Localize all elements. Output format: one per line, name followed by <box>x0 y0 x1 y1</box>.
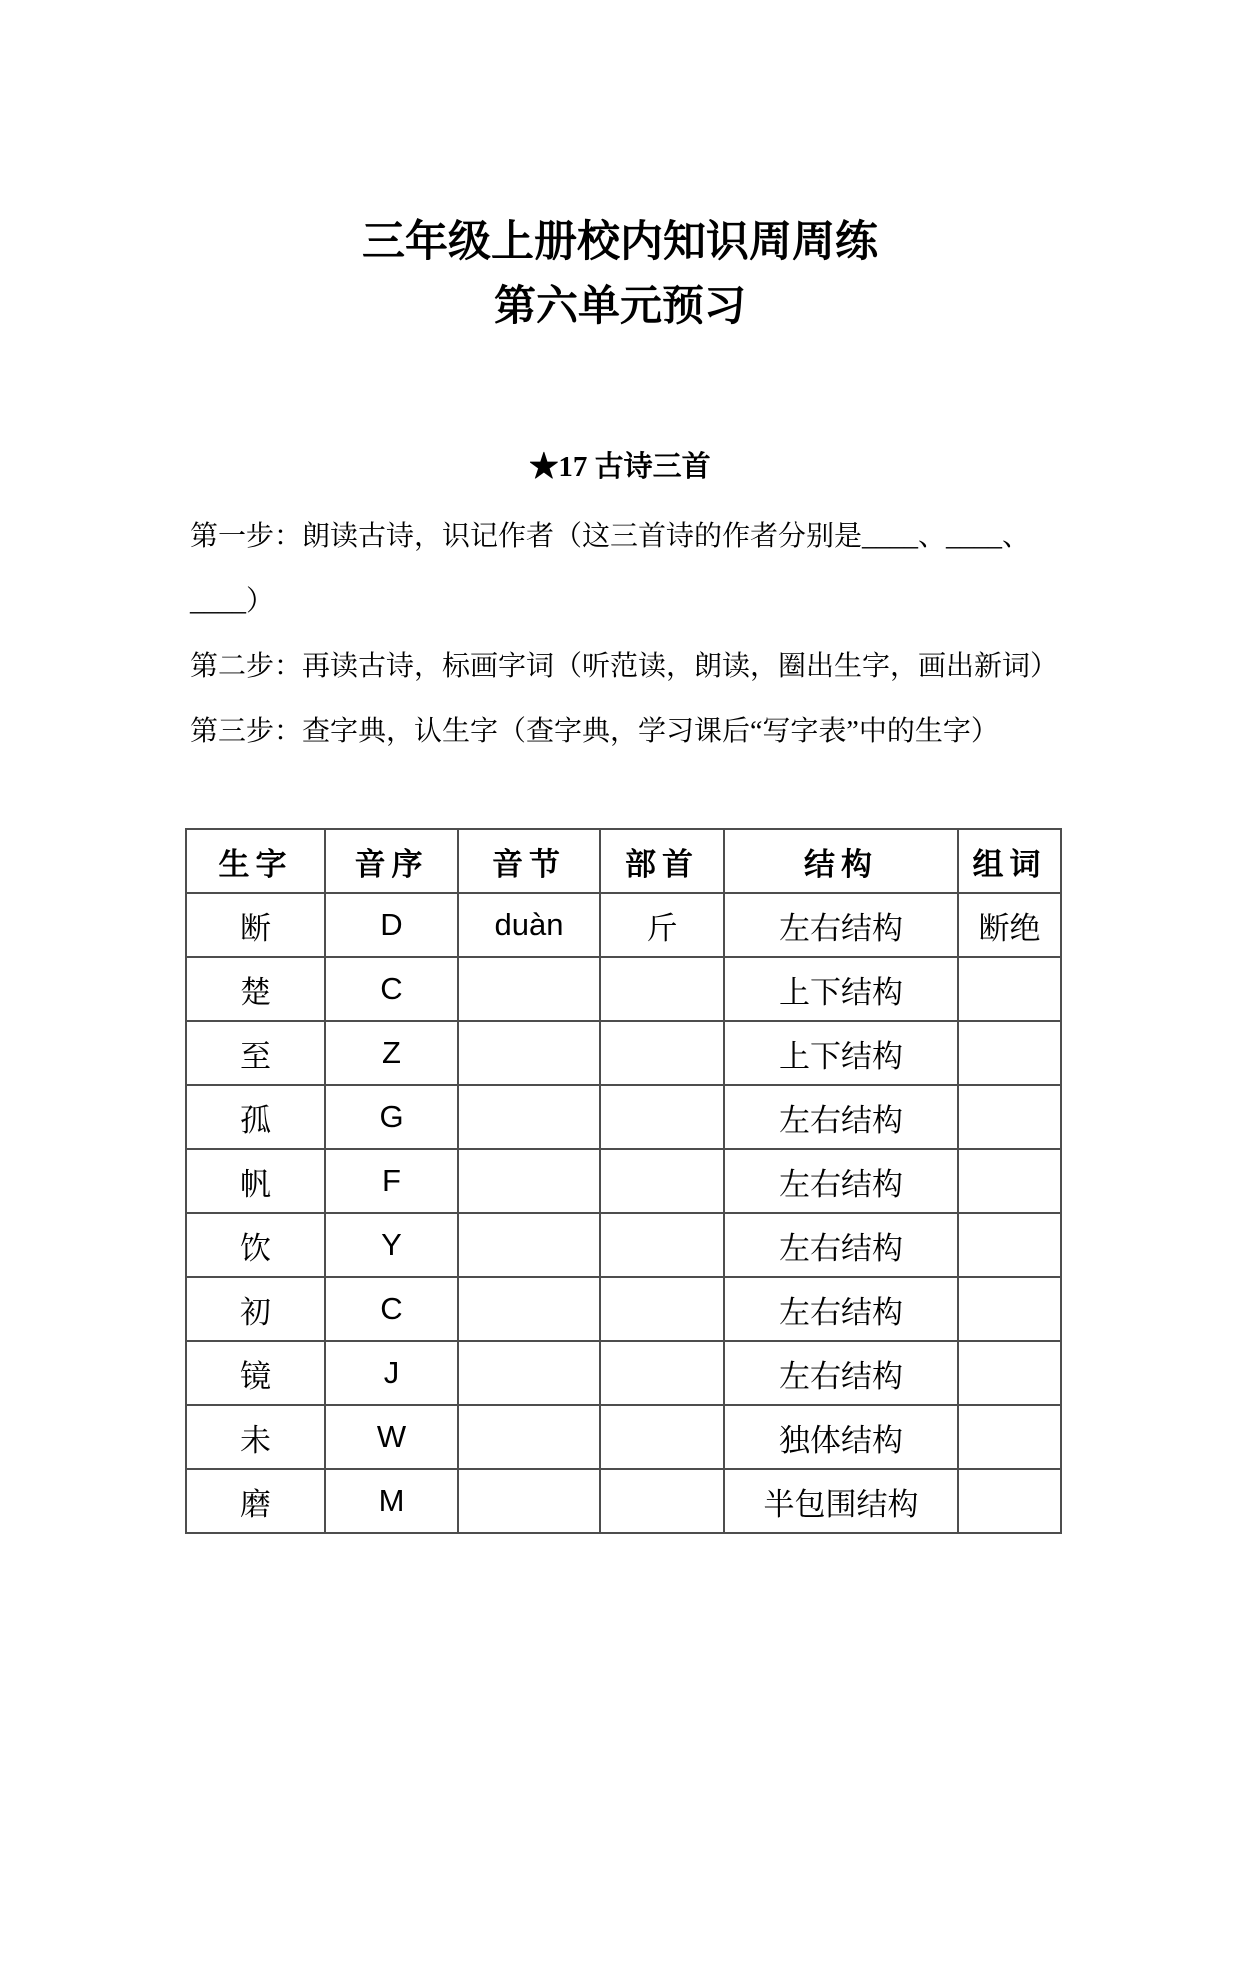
col-header-character: 生字 <box>186 829 325 893</box>
table-cell <box>600 1405 724 1469</box>
table-row <box>186 1341 1061 1405</box>
col-header-word: 组词 <box>958 829 1061 893</box>
table-cell <box>458 1213 600 1277</box>
table-cell: 镜 <box>186 1341 325 1405</box>
table-row <box>186 893 1061 957</box>
table-cell <box>458 1405 600 1469</box>
table-cell: 左右结构 <box>724 1277 958 1341</box>
table-cell <box>958 957 1061 1021</box>
table-cell <box>958 1277 1061 1341</box>
col-header-syllable: 音节 <box>458 829 600 893</box>
table-cell <box>458 1277 600 1341</box>
table-cell <box>600 1341 724 1405</box>
lesson-heading: ★17 古诗三首 <box>529 451 711 483</box>
table-cell <box>958 1405 1061 1469</box>
table-cell: 左右结构 <box>724 1149 958 1213</box>
table-row <box>186 1021 1061 1085</box>
table-cell: 左右结构 <box>724 893 958 957</box>
table-row <box>186 1085 1061 1149</box>
table-cell: 独体结构 <box>724 1405 958 1469</box>
table-cell: Z <box>325 1021 458 1085</box>
step1-line1: 第一步：朗读古诗，识记作者（这三首诗的作者分别是____、____、 <box>190 521 1031 552</box>
table-cell: 断绝 <box>958 893 1061 957</box>
table-header-row <box>186 829 1061 893</box>
table-cell: 左右结构 <box>724 1085 958 1149</box>
step3-line: 第三步：查字典，认生字（查字典，学习课后“写字表”中的生字） <box>190 716 999 747</box>
table-cell: 饮 <box>186 1213 325 1277</box>
table-cell <box>600 957 724 1021</box>
table-cell: W <box>325 1405 458 1469</box>
table-cell: C <box>325 1277 458 1341</box>
table-cell <box>958 1213 1061 1277</box>
table-cell: 上下结构 <box>724 957 958 1021</box>
vocab-table <box>185 828 1062 1534</box>
table-row <box>186 1277 1061 1341</box>
table-cell: 初 <box>186 1277 325 1341</box>
table-cell <box>458 1469 600 1533</box>
table-cell <box>958 1341 1061 1405</box>
col-header-structure: 结构 <box>724 829 958 893</box>
table-cell <box>600 1085 724 1149</box>
table-cell: 断 <box>186 893 325 957</box>
table-cell: 磨 <box>186 1469 325 1533</box>
table-cell <box>600 1149 724 1213</box>
table-cell <box>958 1469 1061 1533</box>
table-cell: duàn <box>458 893 600 957</box>
table-cell: F <box>325 1149 458 1213</box>
table-cell: 帆 <box>186 1149 325 1213</box>
table-cell: 至 <box>186 1021 325 1085</box>
table-cell: 左右结构 <box>724 1213 958 1277</box>
table-cell <box>600 1277 724 1341</box>
page-title: 三年级上册校内知识周周练 <box>362 219 878 266</box>
table-row <box>186 1149 1061 1213</box>
table-cell: Y <box>325 1213 458 1277</box>
table-row <box>186 1405 1061 1469</box>
table-row <box>186 957 1061 1021</box>
table-row <box>186 1469 1061 1533</box>
table-cell <box>458 1341 600 1405</box>
table-cell: 左右结构 <box>724 1341 958 1405</box>
col-header-radical: 部首 <box>600 829 724 893</box>
table-cell: J <box>325 1341 458 1405</box>
table-cell <box>958 1085 1061 1149</box>
table-cell <box>600 1469 724 1533</box>
table-cell <box>458 1085 600 1149</box>
table-cell: 半包围结构 <box>724 1469 958 1533</box>
table-cell <box>600 1213 724 1277</box>
step2-line: 第二步：再读古诗，标画字词（听范读，朗读，圈出生字，画出新词） <box>190 651 1059 682</box>
table-cell: 孤 <box>186 1085 325 1149</box>
table-cell <box>458 957 600 1021</box>
table-cell <box>958 1149 1061 1213</box>
table-cell: 楚 <box>186 957 325 1021</box>
table-cell: 上下结构 <box>724 1021 958 1085</box>
table-cell <box>958 1021 1061 1085</box>
table-cell <box>600 1021 724 1085</box>
step1-line2: ____） <box>190 586 275 617</box>
page-subtitle: 第六单元预习 <box>493 284 746 330</box>
table-row <box>186 1213 1061 1277</box>
worksheet-page <box>0 218 1240 1534</box>
steps-section <box>190 504 1130 764</box>
table-cell: M <box>325 1469 458 1533</box>
table-cell <box>458 1149 600 1213</box>
table-cell <box>458 1021 600 1085</box>
table-cell: G <box>325 1085 458 1149</box>
table-cell: 斤 <box>600 893 724 957</box>
table-cell: D <box>325 893 458 957</box>
col-header-initial: 音序 <box>325 829 458 893</box>
table-cell: C <box>325 957 458 1021</box>
table-cell: 未 <box>186 1405 325 1469</box>
